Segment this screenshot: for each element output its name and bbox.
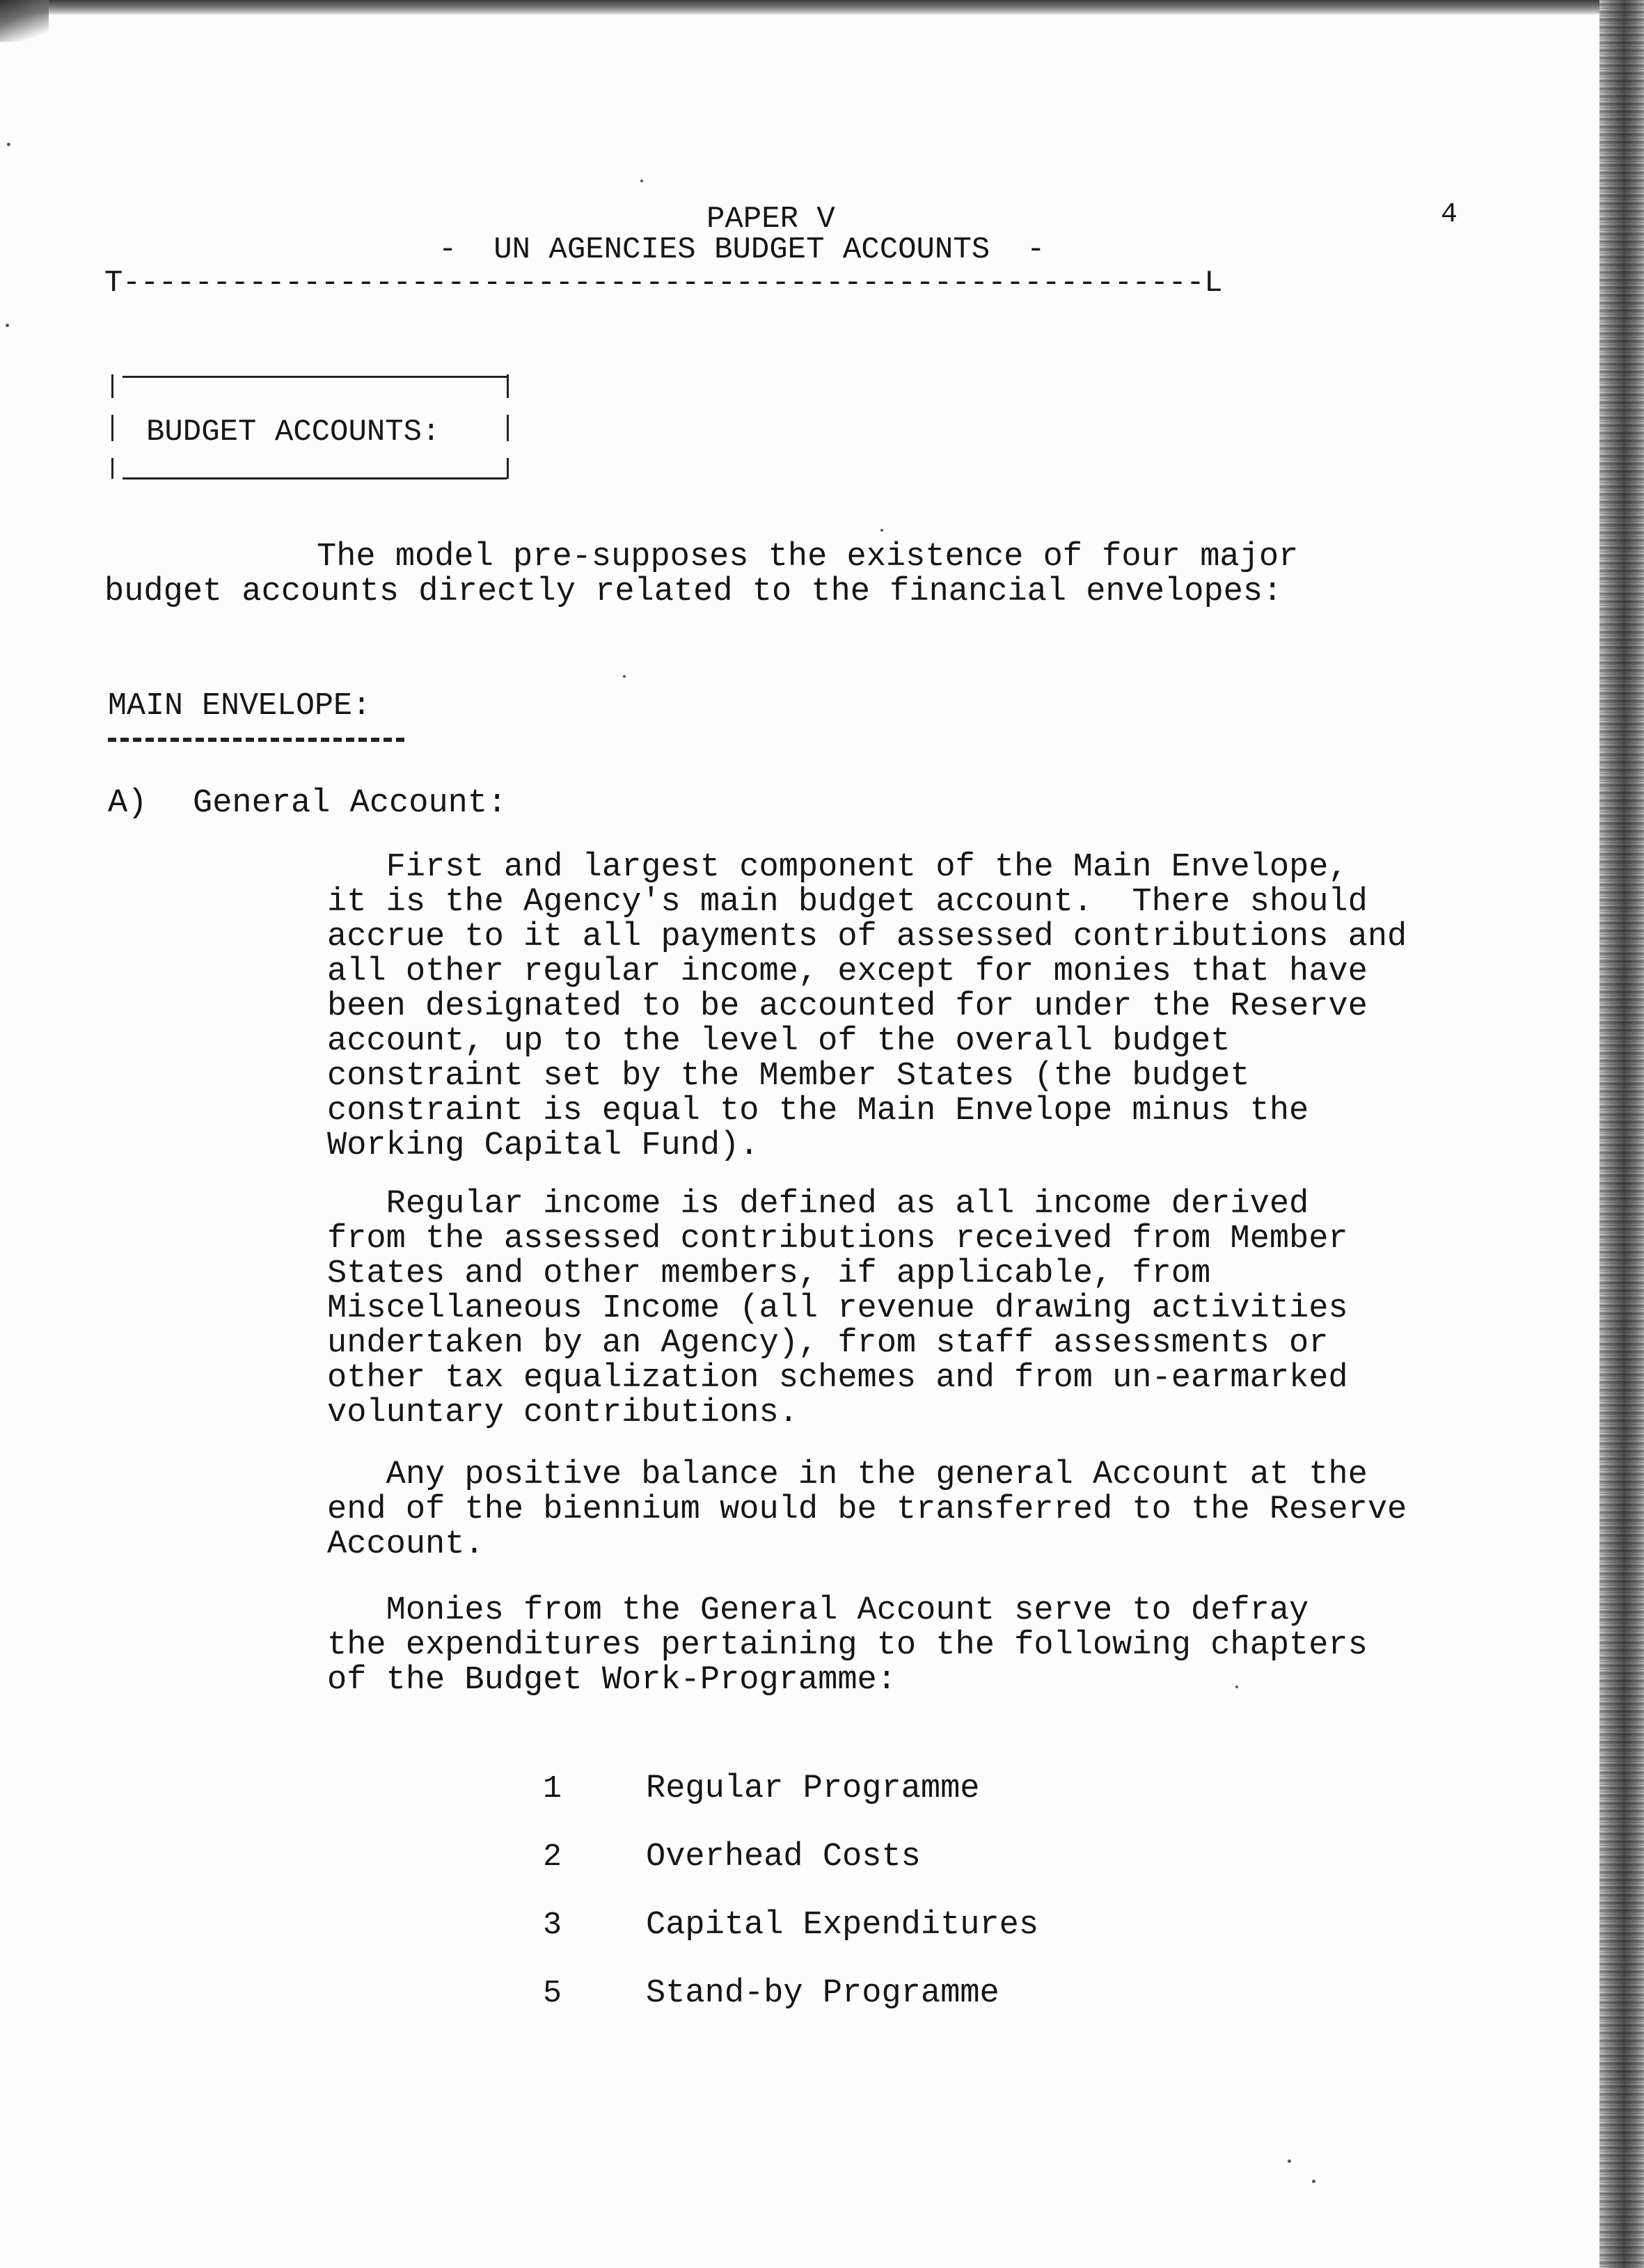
paragraph-line: the expenditures pertaining to the following chapters	[327, 1627, 1368, 1664]
paragraph	[327, 1458, 1407, 1562]
scan-speck	[640, 180, 643, 182]
section-heading: MAIN ENVELOPE:	[108, 688, 372, 724]
paragraph-line: all other regular income, except for monies that have	[327, 953, 1368, 990]
item-letter: A)	[108, 785, 148, 822]
paragraph-line: First and largest component of the Main Envelope,	[327, 849, 1348, 886]
intro-line: The model pre-supposes the existence of four major	[317, 539, 1299, 576]
paragraph-line: constraint is equal to the Main Envelope minus the	[327, 1093, 1309, 1129]
chapter-number: 2	[543, 1839, 562, 1875]
box-top-border	[122, 376, 507, 378]
page-subtitle: - UN AGENCIES BUDGET ACCOUNTS -	[438, 232, 1045, 267]
scan-speck	[623, 675, 626, 678]
chapter-label: Overhead Costs	[646, 1839, 921, 1876]
paragraph	[327, 1187, 1348, 1431]
paragraph-line: voluntary contributions.	[327, 1395, 798, 1432]
page-number: 4	[1441, 199, 1458, 230]
paragraph	[327, 850, 1407, 1164]
paragraph-line: States and other members, if applicable, from	[327, 1255, 1211, 1292]
chapter-number: 1	[543, 1771, 562, 1807]
scan-speck	[1312, 2180, 1315, 2183]
box-label: BUDGET ACCOUNTS:	[146, 415, 441, 450]
paragraph-line: been designated to be accounted for under the Reserve	[327, 988, 1368, 1025]
paragraph-line: account, up to the level of the overall budget	[327, 1023, 1231, 1060]
chapter-number: 3	[543, 1908, 562, 1943]
scan-speck	[6, 324, 9, 327]
paragraph-line: undertaken by an Agency), from staff assessments or	[327, 1325, 1329, 1362]
box-left-border	[111, 415, 113, 441]
scan-top-edge	[0, 0, 1644, 15]
box-right-border	[507, 458, 509, 479]
paragraph-line: other tax equalization schemes and from un-earmarked	[327, 1360, 1348, 1397]
chapter-label: Capital Expenditures	[646, 1907, 1039, 1944]
paragraph-line: Miscellaneous Income (all revenue drawing activities	[327, 1290, 1348, 1327]
scan-speck	[880, 529, 883, 532]
paragraph-line: it is the Agency's main budget account. There should	[327, 884, 1368, 921]
chapter-number: 5	[543, 1976, 562, 2011]
paragraph-line: accrue to it all payments of assessed contributions and	[327, 919, 1407, 955]
item-title: General Account:	[193, 785, 507, 822]
box-right-border	[507, 415, 509, 441]
scan-speck	[1288, 2159, 1291, 2163]
scan-right-edge	[1599, 0, 1644, 2268]
paragraph-line: from the assessed contributions received from Member	[327, 1221, 1348, 1258]
paragraph-line: Working Capital Fund).	[327, 1127, 759, 1164]
section-underline	[108, 738, 404, 742]
chapter-label: Regular Programme	[646, 1770, 980, 1807]
page-title: PAPER V	[706, 202, 835, 237]
paragraph	[327, 1594, 1368, 1698]
box-left-border	[111, 374, 113, 398]
intro-line: budget accounts directly related to the financial envelopes:	[104, 573, 1283, 610]
box-right-border	[507, 374, 509, 398]
chapter-label: Stand-by Programme	[646, 1975, 999, 2012]
box-left-border	[111, 458, 113, 479]
paragraph-line: of the Budget Work-Programme:	[327, 1662, 896, 1699]
paragraph-line: Monies from the General Account serve to defray	[327, 1592, 1309, 1629]
scan-speck	[7, 143, 10, 146]
paragraph-line: constraint set by the Member States (the budget	[327, 1058, 1250, 1095]
box-bottom-border	[122, 477, 507, 479]
header-rule: T------------------------------------------------------------L	[104, 266, 1223, 301]
paragraph-line: Any positive balance in the general Account at the	[327, 1457, 1368, 1493]
paragraph-line: Regular income is defined as all income derived	[327, 1186, 1309, 1223]
paragraph-line: Account.	[327, 1526, 484, 1563]
scan-corner	[0, 0, 49, 42]
paragraph-line: end of the biennium would be transferred to the Reserve	[327, 1491, 1407, 1528]
